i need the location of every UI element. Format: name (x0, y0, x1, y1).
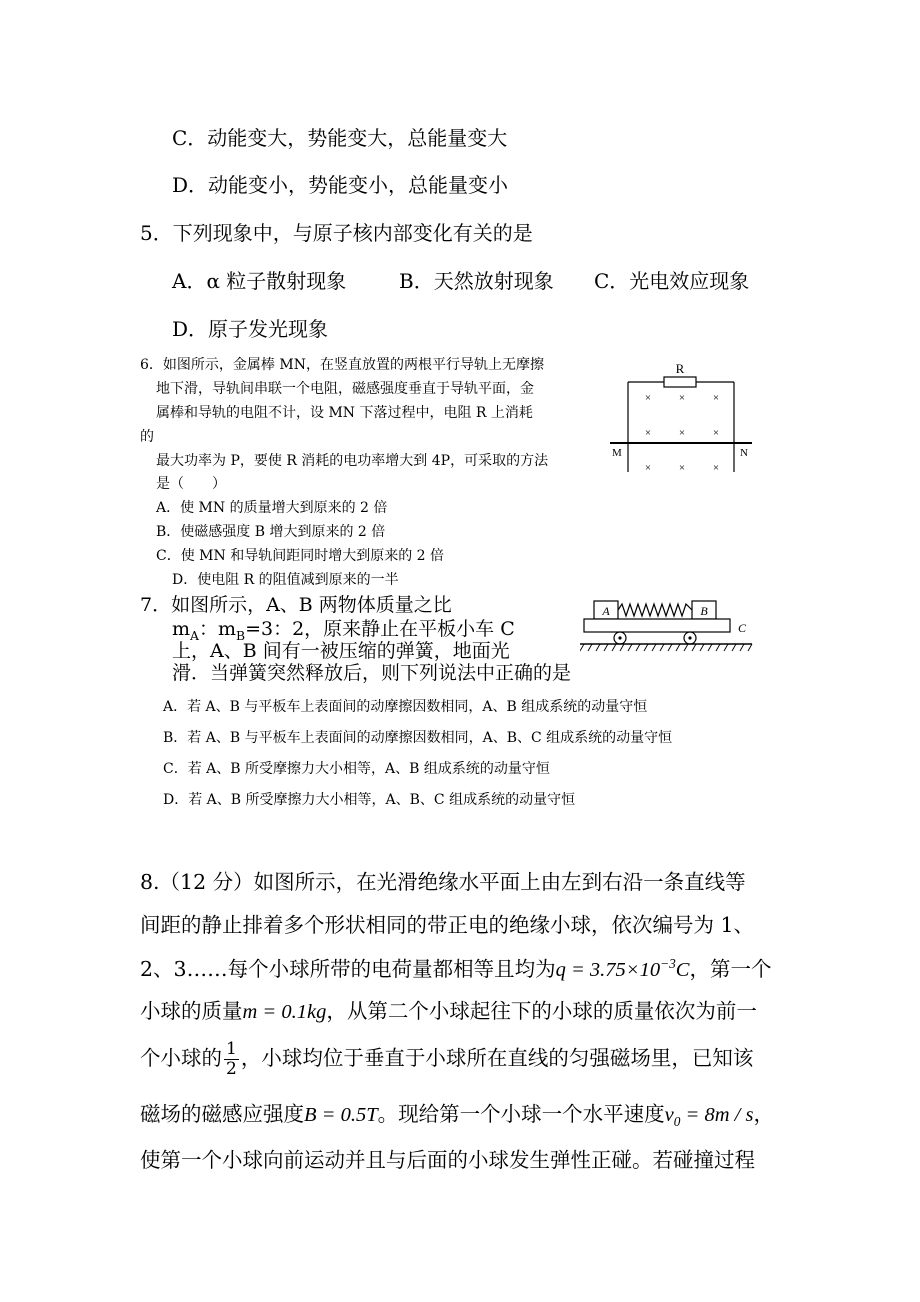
q6-line-3: 属棒和导轨的电阻不计，设 MN 下落过程中，电阻 R 上消耗 (156, 405, 533, 421)
resistor-label: R (675, 361, 685, 376)
spring (618, 604, 692, 616)
q6-line-6: 是（ ） (156, 476, 226, 492)
fraction-one-half: $\frac{1}{2}$ (226, 1039, 237, 1079)
field-mark: × (678, 392, 686, 404)
q6-option-d: D．使电阻 R 的阻值减到原来的一半 (172, 572, 399, 588)
q6-option-a: A．使 MN 的质量增大到原来的 2 倍 (156, 500, 388, 516)
q4-option-c: C．动能变大，势能变大，总能量变大 (172, 126, 508, 150)
q7-option-d: D．若 A、B 所受摩擦力大小相等，A、B、C 组成系统的动量守恒 (163, 792, 576, 808)
field-mark: × (712, 462, 720, 472)
cart-label: C (738, 621, 747, 635)
q6-line-2: 地下滑，导轨间串联一个电阻，磁感强度垂直于导轨平面，金 (156, 381, 534, 397)
block-a-label: A (602, 604, 610, 618)
q7-line-3: 上，A、B 间有一被压缩的弹簧，地面光 (172, 640, 510, 662)
field-mark: × (712, 392, 720, 404)
field-mark: × (644, 427, 652, 439)
field-mark: × (644, 392, 652, 404)
q8-line-2: 间距的静止排着多个形状相同的带正电的绝缘小球，依次编号为 1、 (140, 913, 755, 937)
rod-label-m: M (612, 447, 622, 459)
rod-label-n: N (740, 447, 748, 459)
q6-option-c: C．使 MN 和导轨间距同时增大到原来的 2 倍 (156, 548, 445, 564)
block-b-label: B (700, 604, 708, 618)
q6-line-1: 6．如图所示，金属棒 MN，在竖直放置的两根平行导轨上无摩擦 (140, 357, 544, 373)
q5-stem: 5．下列现象中，与原子核内部变化有关的是 (140, 221, 533, 245)
q6-line-5: 最大功率为 P，要使 R 消耗的电功率增大到 4P，可采取的方法 (156, 453, 549, 469)
q4-option-d: D．动能变小，势能变小，总能量变小 (172, 173, 509, 197)
q8-line-3: 2、3……每个小球所带的电荷量都相等且均为$q = 3.75\times 10^{-3}C$，第一个 (140, 956, 772, 981)
field-mark: × (712, 427, 720, 439)
cart-c (584, 619, 730, 632)
field-mark: × (644, 462, 652, 472)
q5-option-b: B．天然放射现象 (399, 269, 554, 293)
q7-line-4: 滑．当弹簧突然释放后，则下列说法中正确的是 (172, 662, 572, 684)
q8-line-5: 个小球的 $\frac{1}{2}$ ，小球均位于垂直于小球所在直线的匀强磁场里，已知该 (140, 1039, 754, 1079)
q8-line-7: 使第一个小球向前运动并且与后面的小球发生弹性正碰。若碰撞过程 (140, 1148, 755, 1172)
q8-line-4: 小球的质量m = 0.1kg，从第二个小球起往下的小球的质量依次为前一 (140, 999, 757, 1023)
mass-formula: m = 0.1kg (242, 1001, 327, 1023)
q8-line-6: 磁场的磁感应强度B = 0.5T。现给第一个小球一个水平速度$v_0 = 8m / s$， (140, 1102, 774, 1130)
q5-option-c: C．光电效应现象 (594, 269, 750, 293)
q6-option-b: B．使磁感强度 B 增大到原来的 2 倍 (156, 524, 386, 540)
q5-option-d: D．原子发光现象 (172, 317, 329, 341)
q7-line-1: 7．如图所示，A、B 两物体质量之比 (140, 594, 452, 616)
velocity-formula: $v_0 = 8m / s$ (664, 1104, 754, 1130)
q7-option-a: A．若 A、B 与平板车上表面间的动摩擦因数相同，A、B 组成系统的动量守恒 (163, 699, 648, 715)
q5-option-a: A．α 粒子散射现象 (172, 269, 347, 293)
resistor (664, 377, 696, 387)
charge-formula: $q = 3.75\times 10^{-3}C$ (555, 956, 690, 981)
q7-figure (580, 596, 766, 662)
q8-line-1: 8.（12 分）如图所示，在光滑绝缘水平面上由左到右沿一条直线等 (140, 870, 746, 894)
q7-option-b: B．若 A、B 与平板车上表面间的动摩擦因数相同，A、B、C 组成系统的动量守恒 (163, 730, 673, 746)
field-mark: × (678, 427, 686, 439)
field-formula: B = 0.5T (304, 1104, 378, 1126)
q6-figure (606, 360, 756, 472)
ground-hatch (580, 644, 752, 651)
q7-option-c: C．若 A、B 所受摩擦力大小相等，A、B 组成系统的动量守恒 (163, 761, 550, 777)
q6-line-4: 的 (140, 429, 154, 445)
q7-line-2: $m_A$：$m_B=3$：2，原来静止在平板小车 C (172, 618, 515, 643)
field-mark: × (678, 462, 686, 472)
